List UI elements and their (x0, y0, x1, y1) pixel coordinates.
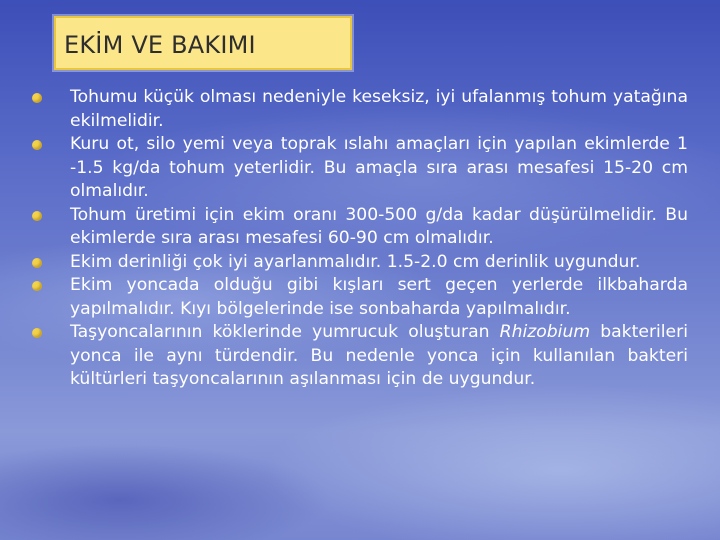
bullet-item (28, 133, 688, 204)
bullet-text-italic: Rhizobium (499, 322, 591, 342)
bullet-dot-icon (32, 211, 42, 221)
bullet-item (28, 86, 688, 133)
bullet-item (28, 204, 688, 251)
bullet-dot-icon (32, 258, 42, 268)
bullet-dot-icon (32, 328, 42, 338)
bullet-dot-icon (32, 93, 42, 103)
bullet-text-before: Taşyoncalarının köklerinde yumrucuk oluşturan (70, 322, 500, 342)
bullet-dot-icon (32, 281, 42, 291)
bullet-text: Tohumu küçük olması nedeniyle keseksiz, iyi ufalanmış tohum yatağına ekilmelidir. (70, 87, 688, 131)
bullet-text: Ekim yoncada olduğu gibi kışları sert geçen yerlerde ilkbaharda yapılmalıdır. Kıyı bölgelerinde ise sonbaharda yapılmalıdır. (70, 275, 688, 319)
bullet-text: Kuru ot, silo yemi veya toprak ıslahı amaçları için yapılan ekimlerde 1 -1.5 kg/da tohum yeterlidir. Bu amaçla sıra arası mesafesi 15-20 cm olmalıdır. (70, 134, 688, 201)
bullet-list (28, 86, 688, 392)
slide-title: EKİM VE BAKIMI (64, 31, 256, 59)
bullet-text-after: bakterileri yonca ile aynı türdendir. Bu nedenle yonca için kullanılan bakteri kültürleri taşyoncalarının aşılanması için de uygundur. (70, 322, 688, 389)
title-box (54, 16, 352, 70)
bullet-item (28, 274, 688, 321)
bullet-text: Ekim derinliği çok iyi ayarlanmalıdır. 1.5-2.0 cm derinlik uygundur. (70, 251, 641, 272)
bullet-item (28, 321, 688, 392)
bullet-text: Tohum üretimi için ekim oranı 300-500 g/da kadar düşürülmelidir. Bu ekimlerde sıra arası mesafesi 60-90 cm olmalıdır. (70, 204, 688, 248)
bullet-dot-icon (32, 140, 42, 150)
bullet-item (28, 251, 688, 275)
